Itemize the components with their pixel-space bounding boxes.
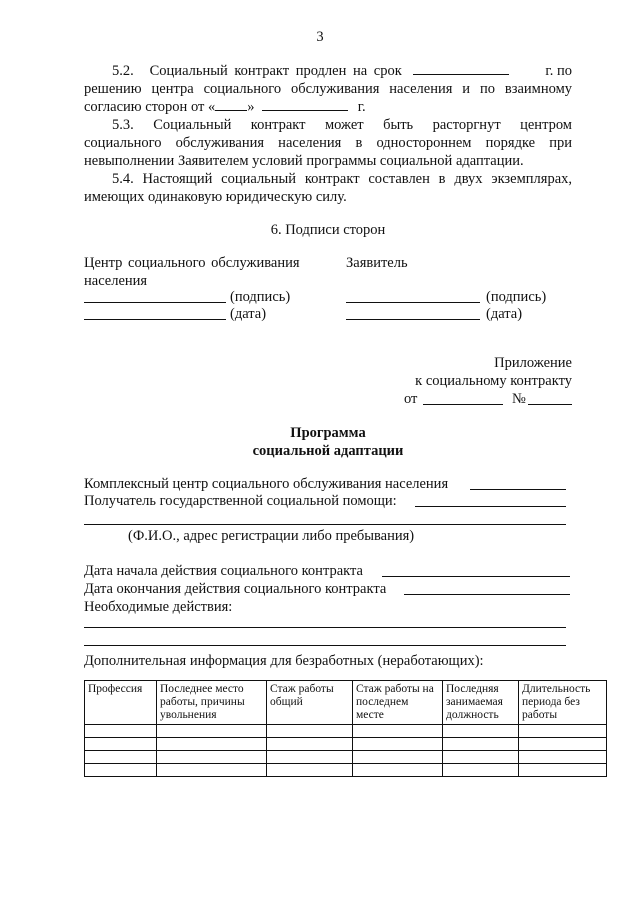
appendix-number-label: №: [512, 391, 526, 407]
clause-5-3-line1: 5.3. Социальный контракт может быть расторгнут центром: [112, 117, 572, 133]
clause-5-2-text: Социальный контракт продлен на срок: [149, 63, 402, 79]
table-cell[interactable]: [157, 751, 267, 764]
table-cell[interactable]: [443, 764, 519, 777]
center-field-label: Комплексный центр социального обслуживания населения: [84, 476, 449, 492]
left-date-label: (дата): [230, 306, 267, 322]
agreement-day-blank[interactable]: [215, 98, 247, 111]
agreement-date-prefix: согласию сторон от «: [84, 99, 216, 115]
center-field-line[interactable]: [470, 489, 566, 490]
program-title-line1: Программа: [290, 425, 366, 441]
clause-5-2-line2: решению центра социального обслуживания населения и по взаимному: [84, 81, 572, 97]
right-signature-label: (подпись): [486, 289, 547, 305]
recipient-field-label: Получатель государственной социальной помощи:: [84, 493, 397, 509]
table-cell[interactable]: [157, 738, 267, 751]
fio-caption: (Ф.И.О., адрес регистрации либо пребывания): [128, 528, 415, 544]
appendix-line1: Приложение: [494, 355, 572, 371]
appendix-date-label: от: [404, 391, 418, 407]
right-date-line[interactable]: [346, 319, 480, 320]
table-cell[interactable]: [267, 751, 353, 764]
left-party-line2: населения: [84, 273, 148, 289]
header-profession: Профессия: [85, 681, 157, 725]
table-row: [85, 751, 607, 764]
agreement-year-suffix: г.: [357, 99, 366, 115]
actions-label: Необходимые действия:: [84, 599, 233, 615]
table-cell[interactable]: [519, 725, 607, 738]
end-date-label: Дата окончания действия социального контракта: [84, 581, 387, 597]
clause-5-3-line3: невыполнении Заявителем условий программы социальной адаптации.: [84, 153, 524, 169]
table-row: [85, 725, 607, 738]
agreement-month-blank[interactable]: [262, 98, 348, 111]
page-number: 3: [316, 29, 324, 45]
actions-line-1[interactable]: [84, 627, 566, 628]
left-signature-label: (подпись): [230, 289, 291, 305]
table-cell[interactable]: [519, 764, 607, 777]
appendix-number-line[interactable]: [528, 404, 572, 405]
start-date-line[interactable]: [382, 576, 570, 577]
table-cell[interactable]: [267, 725, 353, 738]
table-cell[interactable]: [157, 725, 267, 738]
clause-5-4-line2: имеющих одинаковую юридическую силу.: [84, 189, 347, 205]
unemployed-info-label: Дополнительная информация для безработных (неработающих):: [84, 653, 484, 669]
right-date-label: (дата): [486, 306, 523, 322]
table-cell[interactable]: [443, 751, 519, 764]
clause-5-2-line3: [84, 98, 572, 116]
table-cell[interactable]: [443, 738, 519, 751]
table-cell[interactable]: [267, 764, 353, 777]
unemployed-table: [84, 680, 607, 777]
start-date-label: Дата начала действия социального контракта: [84, 563, 363, 579]
left-date-line[interactable]: [84, 319, 226, 320]
clause-5-2-line1: [84, 62, 572, 80]
table-cell[interactable]: [353, 738, 443, 751]
table-cell[interactable]: [443, 725, 519, 738]
actions-line-2[interactable]: [84, 645, 566, 646]
right-signature-line[interactable]: [346, 302, 480, 303]
table-cell[interactable]: [85, 738, 157, 751]
table-cell[interactable]: [519, 751, 607, 764]
clause-5-4-line1: 5.4. Настоящий социальный контракт составлен в двух экземплярах,: [112, 171, 572, 187]
left-signature-line[interactable]: [84, 302, 226, 303]
table-cell[interactable]: [267, 738, 353, 751]
table-cell[interactable]: [353, 725, 443, 738]
header-last-position: Последняя занимаемая должность: [443, 681, 519, 725]
table-cell[interactable]: [85, 725, 157, 738]
term-blank[interactable]: [413, 62, 509, 75]
header-unemployment-duration: Длительность периода без работы: [519, 681, 607, 725]
left-party-line1: Центр социального обслуживания: [84, 255, 300, 271]
clause-5-3-line2: социального обслуживания населения в одностороннем порядке при: [84, 135, 572, 151]
recipient-field-line[interactable]: [415, 506, 566, 507]
section6-title: 6. Подписи сторон: [270, 222, 386, 238]
header-total-experience: Стаж работы общий: [267, 681, 353, 725]
right-party: Заявитель: [346, 255, 408, 271]
appendix-date-line[interactable]: [423, 404, 503, 405]
recipient-full-line[interactable]: [84, 524, 566, 525]
table-header-row: [85, 681, 607, 725]
header-last-workplace: Последнее место работы, причины увольнения: [157, 681, 267, 725]
clause-5-2-end: г. по: [545, 63, 572, 79]
table-cell[interactable]: [353, 751, 443, 764]
table-cell[interactable]: [353, 764, 443, 777]
table-cell[interactable]: [85, 751, 157, 764]
table-row: [85, 738, 607, 751]
program-title-line2: социальной адаптации: [252, 443, 404, 459]
table-cell[interactable]: [519, 738, 607, 751]
agreement-quote-close: »: [247, 99, 255, 115]
table-cell[interactable]: [85, 764, 157, 777]
appendix-line2: к социальному контракту: [415, 373, 572, 389]
table-row: [85, 764, 607, 777]
header-last-place-experience: Стаж работы на последнем месте: [353, 681, 443, 725]
table-cell[interactable]: [157, 764, 267, 777]
clause-5-2-number: 5.2.: [112, 63, 134, 79]
end-date-line[interactable]: [404, 594, 570, 595]
